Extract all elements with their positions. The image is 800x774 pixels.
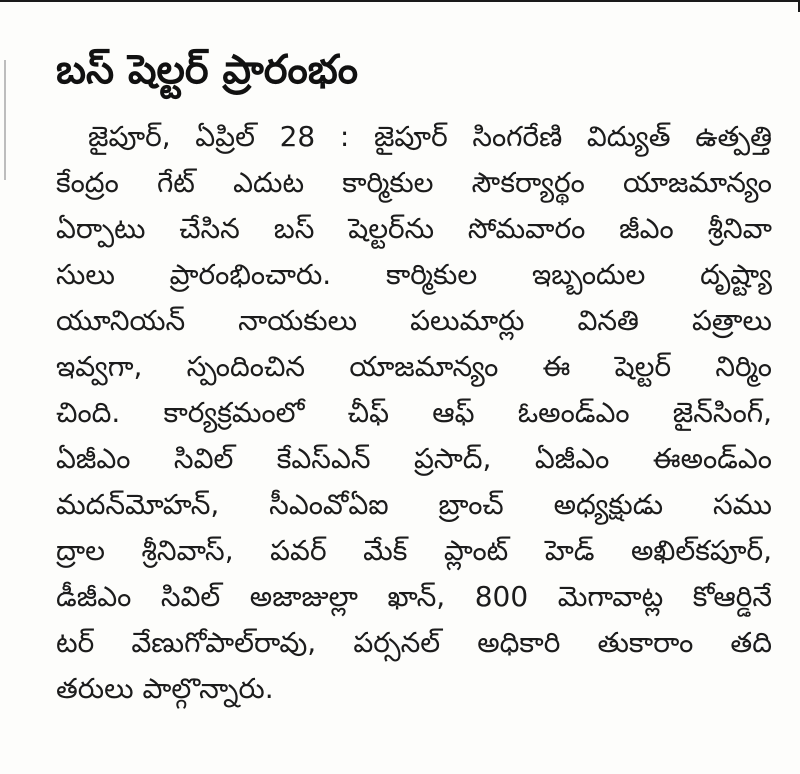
article-body <box>56 114 772 712</box>
body-line: యూనియన్ నాయకులు పలుమార్లు వినతి పత్రాలు <box>56 304 772 337</box>
body-line: ఇవ్వగా, స్పందించిన యాజమాన్యం ఈ షెల్టర్ నిర్మిం <box>56 350 772 383</box>
body-line: ఏజీఎం సివిల్ కేఎస్ఎన్ ప్రసాద్, ఏజీఎం ఈఅండ్ఎం <box>56 442 772 475</box>
top-rule <box>0 0 800 2</box>
body-line: మదన్‌మోహన్, సీఎంవోఏఐ బ్రాంచ్ అధ్యక్షుడు సము <box>56 488 772 521</box>
body-line: ద్రాల శ్రీనివాస్, పవర్ మేక్ ప్లాంట్ హెడ్ అఖిల్‌కపూర్, <box>56 534 772 567</box>
body-line: చింది. కార్యక్రమంలో చీఫ్ ఆఫ్ ఓఅండ్ఎం జైన్‌సింగ్, <box>56 396 772 429</box>
body-line: సులు ప్రారంభించారు. కార్మికుల ఇబ్బందుల దృష్ట్యా <box>56 258 772 291</box>
article <box>56 38 772 712</box>
body-line: కేంద్రం గేట్ ఎదుట కార్మికుల సౌకర్యార్థం యాజమాన్యం <box>56 166 772 199</box>
body-line: డీజీఎం సివిల్ అజాజుల్లా ఖాన్, 800 మెగావాట్ల కోఆర్డినే <box>56 580 772 613</box>
body-line: తరులు పాల్గొన్నారు. <box>56 672 274 705</box>
body-line: టర్ వేణుగోపాల్‌రావు, పర్సనల్ అధికారి తుకారాం తది <box>56 626 772 659</box>
body-line: ఏర్పాటు చేసిన బస్ షెల్టర్‌ను సోమవారం జీఎం శ్రీనివా <box>56 212 772 245</box>
headline: బస్ షెల్టర్ ప్రారంభం <box>56 47 359 93</box>
column-rule-left <box>4 60 6 180</box>
body-line: జైపూర్, ఏప్రిల్ 28 : జైపూర్ సింగరేణి విద్యుత్ ఉత్పత్తి <box>88 120 772 153</box>
